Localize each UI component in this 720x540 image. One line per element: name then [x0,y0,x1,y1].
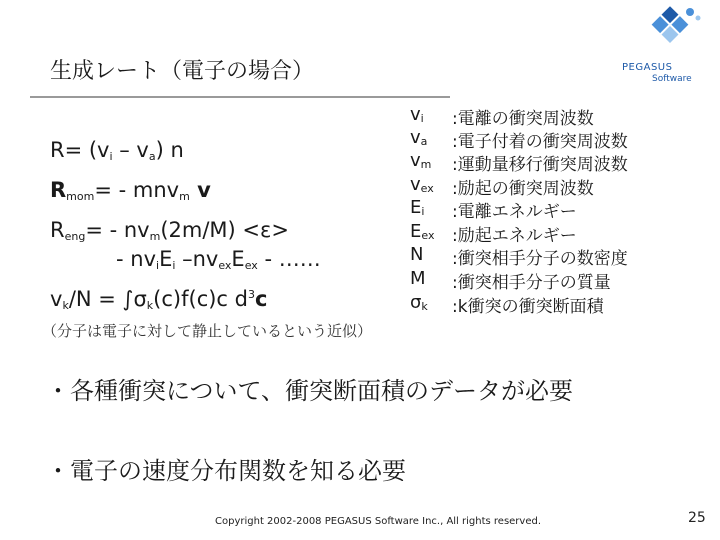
momentum-equation: $R_{mom}= - mnv_m$ v [50,178,211,203]
page-number: 25 [688,510,706,526]
title-divider [30,96,450,98]
bullet-cross-section-data: ・各種衝突について、衝突断面積のデータが必要 [46,377,574,405]
energy-equation: $R_{eng}= - nv_m(2m/M) <\varepsilon>$ [50,218,289,243]
logo-name: PEGASUS [622,62,673,73]
bullet-velocity-distribution: ・電子の速度分布関数を知る必要 [46,457,406,485]
collision-frequency-equation: $v_k/N = \int\sigma_k(c)f(c)c$ $d^3c$ [50,287,268,312]
approximation-note: （分子は電子に対して静止しているという近似） [42,322,373,340]
copyright-text: Copyright 2002-2008 PEGASUS Software Inc., All rights reserved. [215,516,542,527]
energy-equation-continuation: - $nv_iE_i$ $-nv_{ex}E_{ex}$ - …… [116,247,321,272]
slide-title: 生成レート（電子の場合） [50,59,315,84]
logo-subtitle: Software [652,74,692,84]
rate-equation: $R= (v_i - v_a)$ n [50,138,184,163]
